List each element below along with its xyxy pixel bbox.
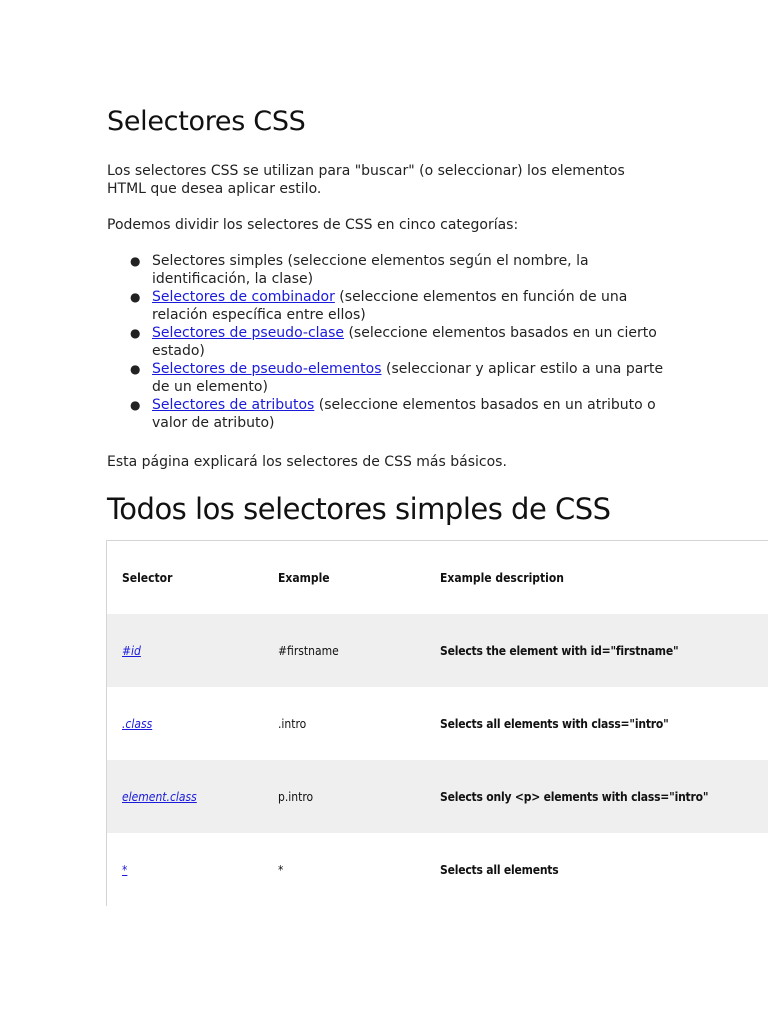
categories-intro: Podemos dividir los selectores de CSS en cinco categorías:: [107, 217, 519, 233]
column-header-selector: Selector: [122, 570, 173, 585]
description-cell: Selects only <p> elements with class="intro": [440, 789, 709, 804]
intro-paragraph: Los selectores CSS se utilizan para "buscar" (o seleccionar) los elementos HTML que desea aplicar estilo.: [107, 163, 625, 197]
category-text: (seleccione elementos en función de una relación específica entre ellos): [152, 289, 628, 323]
selector-link[interactable]: element.class: [122, 789, 197, 804]
list-item: [130, 288, 667, 324]
table-row: [107, 760, 768, 833]
selector-link[interactable]: .class: [122, 716, 153, 731]
bullet-icon: ●: [130, 362, 141, 376]
link-pseudo-class-selectors[interactable]: Selectores de pseudo-clase: [152, 325, 345, 341]
example-cell: p.intro: [278, 789, 314, 804]
bullet-icon: ●: [130, 290, 141, 304]
category-list: [107, 252, 667, 432]
description-cell: Selects the element with id="firstname": [440, 643, 679, 658]
category-text: Selectores simples (seleccione elementos según el nombre, la identificación, la clase): [152, 253, 589, 287]
bullet-icon: ●: [130, 326, 141, 340]
table-row: [107, 687, 768, 760]
list-item: [130, 252, 667, 288]
selector-cell: [107, 833, 263, 906]
outro-paragraph: Esta página explicará los selectores de CSS más básicos.: [107, 454, 507, 470]
page-title: Selectores CSS: [107, 106, 306, 137]
table-row: [107, 614, 768, 687]
category-text: (seleccione elementos basados en un atributo o valor de atributo): [152, 397, 656, 431]
link-pseudo-element-selectors[interactable]: Selectores de pseudo-elementos: [152, 361, 382, 377]
link-combinator-selectors[interactable]: Selectores de combinador: [152, 289, 335, 305]
list-item: [130, 360, 667, 396]
selector-link[interactable]: *: [122, 862, 128, 877]
selector-link[interactable]: #id: [122, 643, 141, 658]
column-header-example: Example: [278, 570, 330, 585]
column-header-description: Example description: [440, 570, 564, 585]
bullet-icon: ●: [130, 398, 141, 412]
example-cell: .intro: [278, 716, 307, 731]
selector-cell: [107, 614, 263, 687]
list-item: [130, 396, 667, 432]
description-cell: Selects all elements with class="intro": [440, 716, 669, 731]
category-text: (seleccione elementos basados en un cierto estado): [152, 325, 657, 359]
list-item: [130, 324, 667, 360]
selectors-table: [107, 541, 768, 906]
table-row: [107, 833, 768, 906]
description-cell: Selects all elements: [440, 862, 559, 877]
bullet-icon: ●: [130, 254, 141, 268]
link-attribute-selectors[interactable]: Selectores de atributos: [152, 397, 315, 413]
example-cell: #firstname: [278, 643, 339, 658]
category-text: (seleccionar y aplicar estilo a una parte de un elemento): [152, 361, 664, 395]
selector-cell: [107, 687, 263, 760]
table-header-row: [107, 541, 768, 614]
section-title: Todos los selectores simples de CSS: [107, 492, 611, 526]
example-cell: *: [278, 862, 284, 877]
selectors-table-container: [106, 540, 768, 906]
selector-cell: [107, 760, 263, 833]
